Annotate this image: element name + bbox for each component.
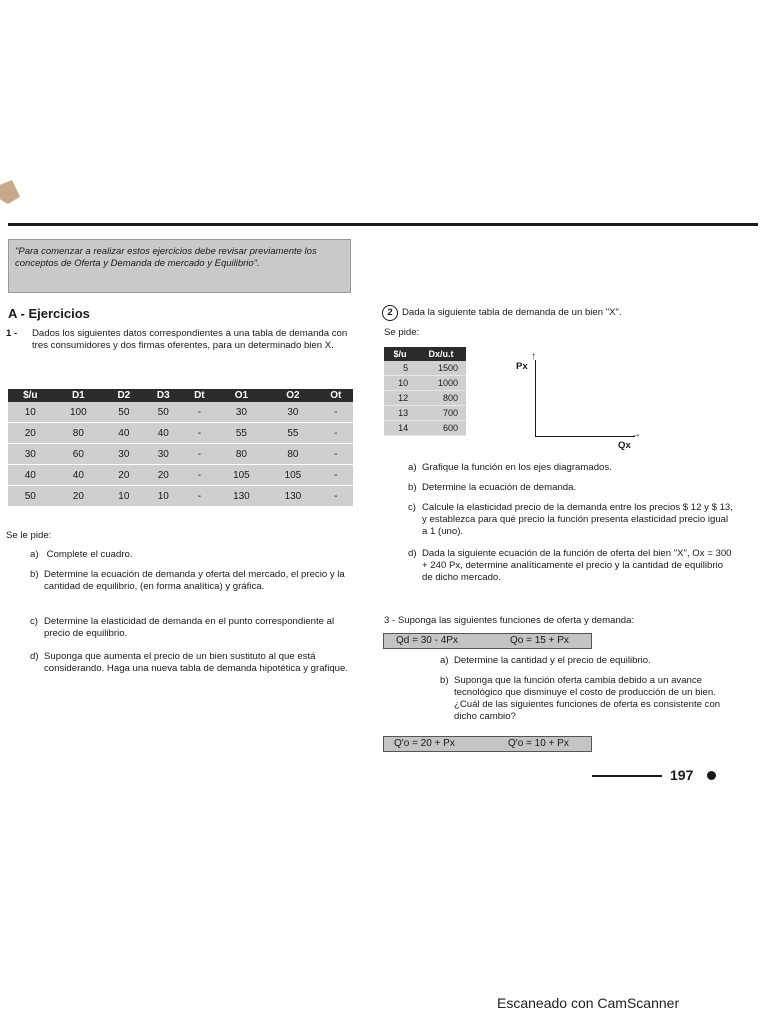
item-label: b) bbox=[408, 482, 417, 493]
item-label: d) bbox=[408, 548, 417, 559]
table-header-cell: Ot bbox=[319, 389, 353, 402]
y-axis-arrow-icon: ↑ bbox=[531, 351, 536, 362]
table-cell: 14 bbox=[384, 421, 416, 436]
table-cell: 700 bbox=[416, 406, 466, 421]
table-cell: 5 bbox=[384, 361, 416, 376]
table-cell: 50 bbox=[8, 486, 53, 507]
ex3-qo: Qo = 15 + Px bbox=[510, 635, 569, 646]
table-row bbox=[384, 406, 466, 421]
table-cell: 55 bbox=[216, 423, 268, 444]
table-cell: 80 bbox=[267, 444, 319, 465]
table-cell: 130 bbox=[216, 486, 268, 507]
ex3-item-a bbox=[440, 655, 735, 667]
item-text: Dada la siguiente ecuación de la función de oferta del bien "X", Ox = 300 + 240 Px, determine analíticamente el precio y la cantidad de equilibrio de dicho mercado. bbox=[422, 548, 732, 583]
table-row bbox=[384, 361, 466, 376]
table-cell: - bbox=[319, 465, 353, 486]
table-cell: 30 bbox=[144, 444, 183, 465]
table-cell: 30 bbox=[8, 444, 53, 465]
table-cell: 10 bbox=[384, 376, 416, 391]
table-cell: 40 bbox=[53, 465, 105, 486]
table-cell: 60 bbox=[53, 444, 105, 465]
table-cell: 600 bbox=[416, 421, 466, 436]
ex1-statement: Dados los siguientes datos correspondientes a una tabla de demanda con tres consumidores y dos firmas oferentes, para un determinado bien X. bbox=[32, 328, 348, 351]
table-cell: 12 bbox=[384, 391, 416, 406]
table-header-cell: $/u bbox=[8, 389, 53, 402]
ex2-se-pide: Se pide: bbox=[384, 327, 420, 338]
table-cell: 20 bbox=[104, 465, 143, 486]
table-cell: 30 bbox=[104, 444, 143, 465]
item-label: a) bbox=[30, 549, 39, 560]
table-row bbox=[8, 444, 353, 465]
item-text: Calcule la elasticidad precio de la demanda entre los precios $ 12 y $ 13, y establezca para qué precio la función presenta elasticidad precio igual a 1 (uno). bbox=[422, 502, 733, 537]
item-label: a) bbox=[408, 462, 417, 473]
ex2-item-b bbox=[408, 482, 733, 494]
ex2-item-c bbox=[408, 502, 733, 538]
table-cell: 1500 bbox=[416, 361, 466, 376]
table-cell: - bbox=[319, 486, 353, 507]
table-header-cell: O1 bbox=[216, 389, 268, 402]
ex1-table bbox=[8, 389, 353, 507]
ex3-qd: Qd = 30 - 4Px bbox=[396, 635, 458, 646]
table-cell: 105 bbox=[216, 465, 268, 486]
table-row bbox=[8, 486, 353, 507]
table-cell: - bbox=[319, 423, 353, 444]
table-cell: 10 bbox=[144, 486, 183, 507]
ex1-item-c bbox=[30, 616, 355, 640]
table-cell: - bbox=[183, 486, 216, 507]
table-row bbox=[8, 402, 353, 423]
ex1-se-pide: Se le pide: bbox=[6, 530, 52, 541]
table-cell: 10 bbox=[8, 402, 53, 423]
ex3-statement: 3 - Suponga las siguientes funciones de oferta y demanda: bbox=[384, 615, 635, 626]
ex3-qo1: Q'o = 20 + Px bbox=[394, 738, 455, 749]
table-header-cell: D3 bbox=[144, 389, 183, 402]
table-header-cell: Dt bbox=[183, 389, 216, 402]
page-number-rule bbox=[592, 775, 662, 777]
y-axis-label: Px bbox=[516, 361, 528, 372]
table-cell: 30 bbox=[216, 402, 268, 423]
ex1-item-a bbox=[30, 549, 355, 561]
table-cell: - bbox=[319, 444, 353, 465]
ex2-statement: Dada la siguiente tabla de demanda de un bien "X". bbox=[402, 307, 622, 318]
ex2-table-header bbox=[384, 347, 466, 361]
table-cell: 40 bbox=[144, 423, 183, 444]
table-header-cell: D1 bbox=[53, 389, 105, 402]
table-cell: - bbox=[183, 444, 216, 465]
item-label: a) bbox=[440, 655, 449, 666]
table-cell: 40 bbox=[8, 465, 53, 486]
table-cell: 20 bbox=[8, 423, 53, 444]
table-cell: 55 bbox=[267, 423, 319, 444]
table-cell: 1000 bbox=[416, 376, 466, 391]
table-cell: 20 bbox=[144, 465, 183, 486]
table-cell: 10 bbox=[104, 486, 143, 507]
item-text: Determine la elasticidad de demanda en el punto correspondiente al precio de equilibrio. bbox=[44, 616, 335, 639]
ex2-item-d bbox=[408, 548, 733, 584]
intro-note: "Para comenzar a realizar estos ejercicios debe revisar previamente los conceptos de Oferta y Demanda de mercado y Equilibrio". bbox=[8, 239, 351, 293]
ex3-equation-bar bbox=[383, 633, 592, 649]
table-cell: 80 bbox=[216, 444, 268, 465]
item-text: Determine la ecuación de demanda. bbox=[422, 482, 577, 493]
table-cell: 50 bbox=[144, 402, 183, 423]
x-axis-line bbox=[535, 436, 635, 437]
table-row bbox=[384, 421, 466, 436]
ex2-number-label: 2 bbox=[387, 307, 393, 318]
table-header-cell: Dx/u.t bbox=[416, 347, 466, 361]
x-axis-label: Qx bbox=[618, 440, 631, 451]
item-label: d) bbox=[30, 651, 39, 662]
table-cell: - bbox=[183, 423, 216, 444]
item-text: Suponga que la función oferta cambia debido a un avance tecnológico que disminuye el costo de producción de un bien. ¿Cuál de las siguientes funciones de oferta es consistente con dicho cambio? bbox=[454, 675, 721, 722]
item-label: c) bbox=[408, 502, 416, 513]
table-row bbox=[384, 376, 466, 391]
ex1-item-d bbox=[30, 651, 355, 675]
ex2-number bbox=[382, 305, 398, 321]
table-cell: - bbox=[319, 402, 353, 423]
ex3-qo2: Q'o = 10 + Px bbox=[508, 738, 569, 749]
item-text: Determine la cantidad y el precio de equilibrio. bbox=[454, 655, 651, 666]
page-number: 197 bbox=[670, 767, 694, 783]
table-cell: 800 bbox=[416, 391, 466, 406]
table-cell: 50 bbox=[104, 402, 143, 423]
ex3-new-supply-bar bbox=[383, 736, 592, 752]
ex1-table-header bbox=[8, 389, 353, 402]
table-cell: 80 bbox=[53, 423, 105, 444]
item-text: Grafique la función en los ejes diagramados. bbox=[422, 462, 612, 473]
ex1-item-b bbox=[30, 569, 355, 593]
top-rule bbox=[8, 223, 758, 226]
table-cell: 13 bbox=[384, 406, 416, 421]
scanner-watermark: Escaneado con CamScanner bbox=[497, 995, 680, 1011]
page-number-dot-icon bbox=[707, 771, 716, 780]
ex1-number: 1 - bbox=[6, 328, 18, 339]
table-cell: 105 bbox=[267, 465, 319, 486]
table-header-cell: $/u bbox=[384, 347, 416, 361]
page-corner-mark bbox=[0, 180, 20, 204]
table-cell: 130 bbox=[267, 486, 319, 507]
item-label: c) bbox=[30, 616, 38, 627]
table-cell: 30 bbox=[267, 402, 319, 423]
item-label: b) bbox=[30, 569, 39, 580]
ex3-item-b bbox=[440, 675, 735, 723]
table-cell: - bbox=[183, 402, 216, 423]
table-row bbox=[384, 391, 466, 406]
table-header-cell: O2 bbox=[267, 389, 319, 402]
item-text: Suponga que aumenta el precio de un bien sustituto al que está considerando. Haga una nueva tabla de demanda hipotética y grafique. bbox=[44, 651, 349, 674]
table-cell: 40 bbox=[104, 423, 143, 444]
ex2-item-a bbox=[408, 462, 733, 474]
table-cell: 20 bbox=[53, 486, 105, 507]
item-label: b) bbox=[440, 675, 449, 686]
y-axis-line bbox=[535, 360, 536, 437]
table-cell: 100 bbox=[53, 402, 105, 423]
ex2-table bbox=[384, 347, 466, 436]
section-title: A - Ejercicios bbox=[8, 306, 90, 321]
table-header-cell: D2 bbox=[104, 389, 143, 402]
item-text: Determine la ecuación de demanda y oferta del mercado, el precio y la cantidad de equilibrio, (en forma analítica) y gráfica. bbox=[44, 569, 345, 592]
table-cell: - bbox=[183, 465, 216, 486]
table-row bbox=[8, 423, 353, 444]
table-row bbox=[8, 465, 353, 486]
item-text: Complete el cuadro. bbox=[46, 549, 133, 560]
x-axis-arrow-icon: → bbox=[631, 429, 641, 440]
